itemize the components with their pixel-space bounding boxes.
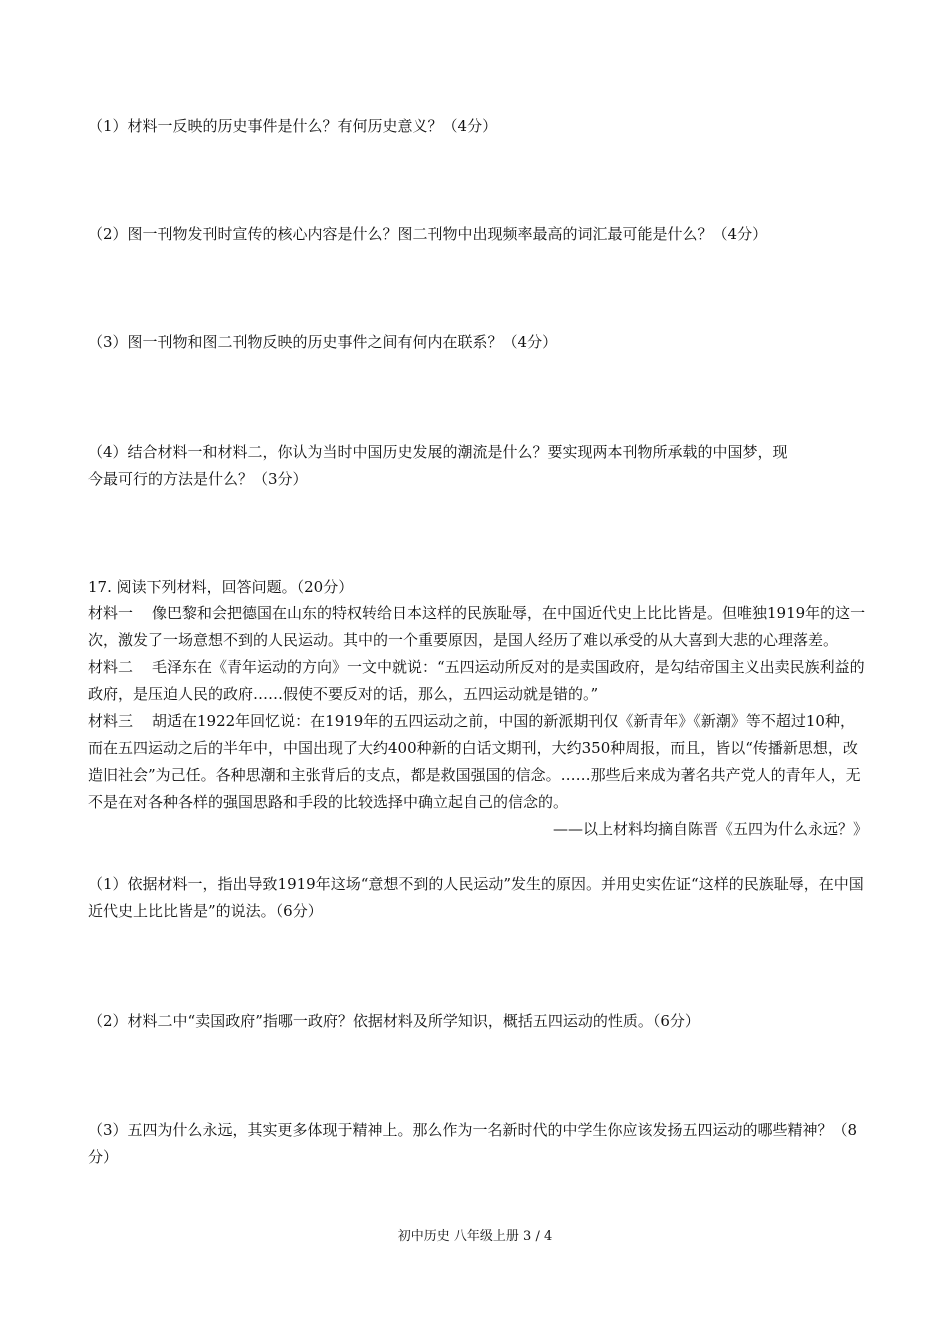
q17-sub3: （3）五四为什么永远，其实更多体现于精神上。那么作为一名新时代的中学生你应该发扬五四运动的哪些精神？（8分） [88,1121,858,1166]
material-2 [88,654,868,708]
material-source: ——以上材料均摘自陈晋《五四为什么永远？》 [552,820,868,838]
q17-title: 17. 阅读下列材料，回答问题。（20分） [88,578,354,596]
material-1-label: 材料一 [88,604,134,622]
q16-sub2: （2）图一刊物发刊时宣传的核心内容是什么？图二刊物中出现频率最高的词汇最可能是什么？（4分） [88,225,768,243]
material-1 [88,600,868,654]
material-3-label: 材料三 [88,712,134,730]
material-2-label: 材料二 [88,658,134,676]
footer-subject: 初中历史 八年级上册 [397,1229,519,1244]
material-2-text: 毛泽东在《青年运动的方向》一文中就说：“五四运动所反对的是卖国政府，是勾结帝国主义出卖民族利益的政府，是压迫人民的政府……假使不要反对的话，那么，五四运动就是错的。” [88,658,865,703]
footer-page-separator: / [531,1229,544,1244]
q17-sub2: （2）材料二中“卖国政府”指哪一政府？依据材料及所学知识，概括五四运动的性质。（6分） [88,1012,700,1030]
material-3 [88,708,868,816]
q17-materials [88,600,868,843]
q16-sub4-line2: 今最可行的方法是什么？（3分） [88,470,308,488]
footer-page-total: 4 [543,1229,553,1244]
page-footer [0,1228,950,1246]
q16-sub4-line1: （4）结合材料一和材料二，你认为当时中国历史发展的潮流是什么？要实现两本刊物所承载的中国梦，现 [88,443,788,461]
material-1-text: 像巴黎和会把德国在山东的特权转给日本这样的民族耻辱，在中国近代史上比比皆是。但唯独1919年的这一次，激发了一场意想不到的人民运动。其中的一个重要原因，是国人经历了难以承受的从大喜到大悲的心理落差。 [88,604,866,649]
footer-page-current: 3 [523,1229,532,1244]
q16-sub3: （3）图一刊物和图二刊物反映的历史事件之间有何内在联系？（4分） [88,333,558,351]
q16-sub1: （1）材料一反映的历史事件是什么？有何历史意义？（4分） [88,117,498,135]
q17-sub1: （1）依据材料一，指出导致1919年这场“意想不到的人民运动”发生的原因。并用史实佐证“这样的民族耻辱，在中国近代史上比比皆是”的说法。（6分） [88,875,864,920]
material-3-text: 胡适在1922年回忆说：在1919年的五四运动之前，中国的新派期刊仅《新青年》《新潮》等不超过10种，而在五四运动之后的半年中，中国出现了大约400种新的白话文期刊，大约350种周报，而且，皆以“传播新思想，改造旧社会”为己任。各种思潮和主张背后的支点，都是救国强国的信念。……那些后来成为著名共产党人的青年人，无不是在对各种各样的强国思路和手段的比较选择中确立起自己的信念的。 [88,712,861,811]
